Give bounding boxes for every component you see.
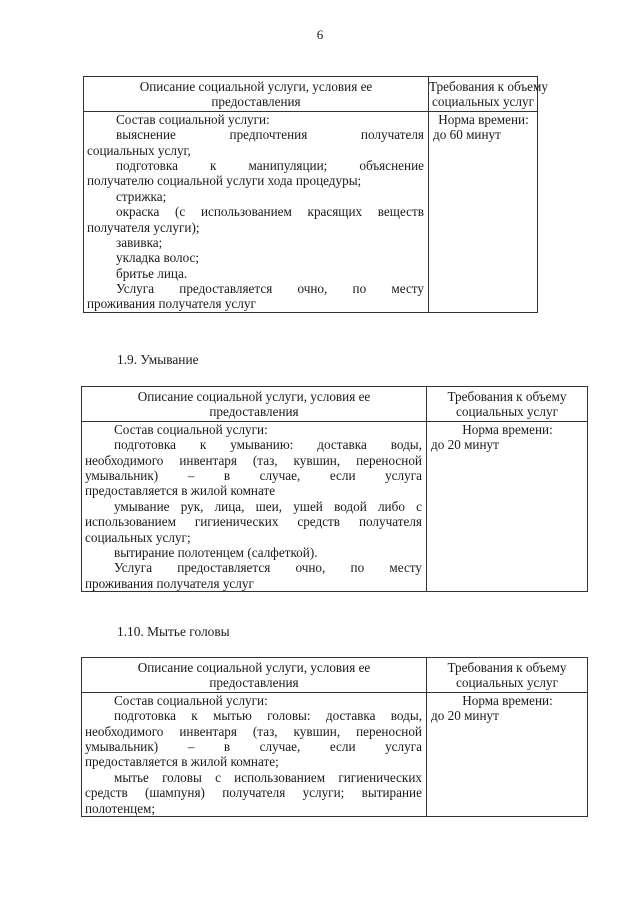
- description-word: ушей: [293, 498, 323, 514]
- description-word: получателя услуги);: [87, 219, 200, 235]
- description-line: [85, 739, 422, 754]
- description-word: переносной: [356, 723, 422, 739]
- description-column-header: Описание социальной услуги, условия ее предоставления: [84, 77, 429, 112]
- description-line: [87, 204, 424, 219]
- table-body-row: [84, 111, 538, 312]
- description-line: [85, 468, 422, 483]
- description-word: воды,: [390, 708, 422, 724]
- description-word: с: [215, 769, 221, 785]
- description-word: рук,: [180, 498, 204, 514]
- description-word: Состав социальной услуги:: [114, 692, 268, 708]
- time-norm-label: Норма времени:: [438, 111, 529, 127]
- description-word: (таз,: [252, 723, 278, 739]
- table-header-row: [82, 387, 588, 422]
- description-word: в: [223, 467, 231, 483]
- description-word: лица,: [214, 498, 245, 514]
- time-norm-label: Норма времени:: [462, 421, 553, 437]
- description-word: месту: [391, 281, 424, 297]
- description-line: [85, 483, 422, 498]
- description-word: предоставляется в жилой комнате: [85, 483, 276, 499]
- description-word: мытье: [114, 769, 149, 785]
- description-word: (с: [175, 204, 186, 220]
- description-word: Услуга: [116, 281, 155, 297]
- description-line: [87, 158, 424, 173]
- description-line: [87, 281, 424, 296]
- description-line: [87, 173, 424, 188]
- description-line: [85, 499, 422, 514]
- services-table-1-9: [81, 386, 588, 592]
- description-line: [87, 220, 424, 235]
- description-word: проживания получателя услуг: [85, 575, 254, 591]
- description-word: услуга: [385, 467, 422, 483]
- description-word: получателя: [358, 514, 422, 530]
- description-word: подготовка: [114, 708, 176, 724]
- description-word: переносной: [356, 452, 422, 468]
- table-header-row: [84, 77, 538, 112]
- time-norm-label: Норма времени:: [462, 692, 553, 708]
- description-word: умывальник): [85, 467, 159, 483]
- description-word: средств: [297, 514, 341, 530]
- description-word: вытирание: [361, 785, 422, 801]
- description-word: к: [210, 157, 217, 173]
- description-word: необходимого: [85, 723, 164, 739]
- description-word: социальных услуг;: [85, 529, 191, 545]
- description-column-header: Описание социальной услуги, условия ее предоставления: [82, 658, 427, 693]
- description-word: использованием: [85, 514, 176, 530]
- description-line: [87, 189, 424, 204]
- description-word: объяснение: [359, 157, 424, 173]
- service-description-cell: [82, 692, 427, 816]
- description-word: веществ: [377, 204, 424, 220]
- requirements-column-header: Требования к объему социальных услуг: [427, 658, 588, 693]
- description-word: подготовка: [114, 437, 176, 453]
- description-word: стрижка;: [116, 188, 167, 204]
- description-line: [85, 770, 422, 785]
- description-word: очно,: [297, 281, 328, 297]
- description-word: либо: [377, 498, 405, 514]
- description-word: (шампуня): [144, 785, 205, 801]
- description-word: гигиенических: [338, 769, 422, 785]
- description-line: [87, 235, 424, 250]
- time-norm-cell: [429, 111, 538, 312]
- description-line: [85, 514, 422, 529]
- description-line: [85, 576, 422, 591]
- description-word: получателю социальной услуги хода процедуры;: [87, 173, 362, 189]
- description-word: умывание: [114, 498, 170, 514]
- description-word: манипуляции;: [248, 157, 328, 173]
- description-word: случае,: [259, 467, 301, 483]
- description-word: выяснение: [116, 127, 176, 143]
- description-word: предоставляется: [177, 560, 271, 576]
- description-line: [85, 530, 422, 545]
- description-word: предоставляется в жилой комнате;: [85, 754, 279, 770]
- description-word: умыванию:: [230, 437, 294, 453]
- description-word: Состав социальной услуги:: [114, 421, 268, 437]
- description-word: в: [223, 738, 231, 754]
- time-norm-cell: [427, 421, 588, 591]
- description-word: по: [352, 281, 367, 297]
- table-header-row: [82, 658, 588, 693]
- description-word: головы: [162, 769, 202, 785]
- services-table-1-8: [83, 76, 548, 313]
- description-line: [87, 266, 424, 281]
- description-word: вытирание полотенцем (салфеткой).: [114, 544, 318, 560]
- description-line: [85, 754, 422, 769]
- description-word: воды,: [390, 437, 422, 453]
- description-line: [87, 127, 424, 142]
- description-word: окраска: [116, 204, 160, 220]
- description-line: [85, 437, 422, 452]
- description-line: [87, 112, 424, 127]
- description-line: [85, 724, 422, 739]
- description-line: [87, 250, 424, 265]
- description-word: использованием: [234, 769, 326, 785]
- description-word: использованием: [200, 204, 292, 220]
- description-word: если: [329, 467, 356, 483]
- description-word: получателя: [360, 127, 424, 143]
- service-description-cell: [84, 111, 429, 312]
- description-word: средств: [85, 785, 128, 801]
- section-title-1-9: 1.9. Умывание: [117, 352, 199, 367]
- description-line: [85, 545, 422, 560]
- description-word: умывальник): [85, 738, 159, 754]
- description-word: кувшин,: [293, 723, 341, 739]
- description-word: если: [329, 738, 356, 754]
- description-line: [85, 560, 422, 575]
- service-description-cell: [82, 421, 427, 591]
- description-word: социальных услуг,: [87, 142, 191, 158]
- description-word: полотенцем;: [85, 800, 156, 816]
- description-word: гигиенических: [194, 514, 279, 530]
- table-body-row: [82, 692, 588, 816]
- description-word: инвентаря: [179, 452, 237, 468]
- description-word: услуги;: [302, 785, 345, 801]
- description-word: предоставляется: [179, 281, 273, 297]
- description-line: [85, 785, 422, 800]
- description-word: водой: [334, 498, 367, 514]
- time-norm-cell: [427, 692, 588, 816]
- description-word: –: [187, 738, 195, 754]
- description-word: месту: [389, 560, 422, 576]
- description-word: по: [350, 560, 365, 576]
- description-word: шеи,: [255, 498, 283, 514]
- description-line: [85, 693, 422, 708]
- description-word: подготовка: [116, 157, 178, 173]
- description-line: [85, 422, 422, 437]
- description-word: проживания получателя услуг: [87, 296, 256, 312]
- description-word: Услуга: [114, 560, 153, 576]
- description-word: доставка: [325, 708, 376, 724]
- description-column-header: Описание социальной услуги, условия ее предоставления: [82, 387, 427, 422]
- description-word: красящих: [307, 204, 363, 220]
- description-word: услуга: [385, 738, 422, 754]
- description-line: [85, 801, 422, 816]
- description-word: (таз,: [252, 452, 278, 468]
- section-title-1-10: 1.10. Мытье головы: [117, 624, 230, 639]
- page-number: 6: [316, 27, 324, 42]
- description-word: очно,: [295, 560, 326, 576]
- description-word: доставка: [317, 437, 367, 453]
- description-word: предпочтения: [229, 127, 308, 143]
- description-word: к: [191, 708, 198, 724]
- table-body-row: [82, 421, 588, 591]
- description-word: бритье лица.: [116, 265, 188, 281]
- description-word: укладка волос;: [116, 250, 200, 266]
- requirements-column-header: Требования к объему социальных услуг: [429, 77, 538, 112]
- description-word: Состав социальной услуги:: [116, 111, 270, 127]
- description-line: [85, 708, 422, 723]
- time-norm-value: до 60 минут: [433, 127, 501, 143]
- description-word: к: [199, 437, 207, 453]
- description-word: –: [187, 467, 195, 483]
- description-line: [85, 453, 422, 468]
- description-word: головы:: [267, 708, 311, 724]
- description-line: [87, 143, 424, 158]
- description-word: необходимого: [85, 452, 164, 468]
- requirements-column-header: Требования к объему социальных услуг: [427, 387, 588, 422]
- services-table-1-10: [81, 657, 588, 817]
- description-line: [87, 296, 424, 311]
- description-word: инвентаря: [179, 723, 237, 739]
- time-norm-value: до 20 минут: [431, 708, 499, 724]
- time-norm-value: до 20 минут: [431, 437, 499, 453]
- description-word: с: [416, 498, 422, 514]
- description-word: получателя: [222, 785, 286, 801]
- description-word: кувшин,: [293, 452, 341, 468]
- description-word: мытью: [213, 708, 252, 724]
- description-word: завивка;: [116, 234, 163, 250]
- description-word: случае,: [259, 738, 301, 754]
